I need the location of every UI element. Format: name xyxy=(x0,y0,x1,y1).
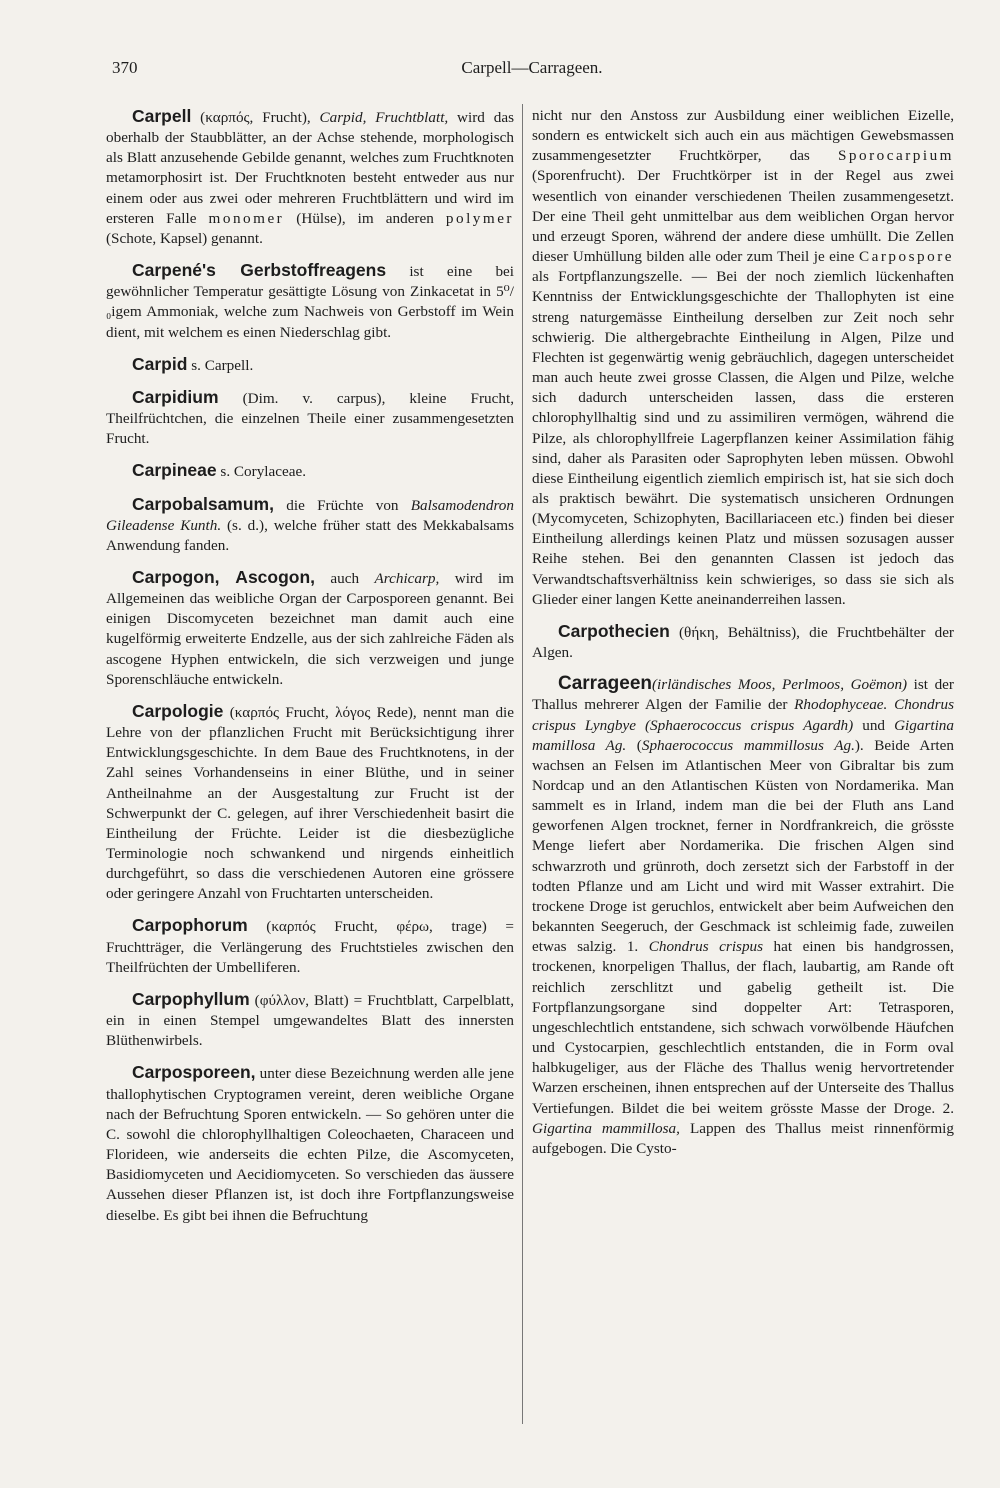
entry-headword: Carpologie xyxy=(132,700,224,721)
entry-gap xyxy=(106,556,514,567)
dictionary-entry xyxy=(106,260,514,343)
running-title: Carpell—Carrageen. xyxy=(461,58,603,77)
entry-text: (Schote, Kapsel) genannt. xyxy=(106,229,263,247)
entry-text: (καρπός Frucht, λόγος Rede), nennt man die Lehre von der pflanzlichen Frucht mit Berücksichtigung ihrer Entwicklungsgeschichte. In dem Baue des Fruchtknotens, in der Zahl seines Vorhandenseins in einer Blüthe, und in seiner Antheilnahme an der Ausgestaltung zur Frucht ist der Schwerpunkt der C. gelegen, auf ihrer Verschiedenheit basirt die Eintheilung der Früchte. Leider ist die diesbezügliche Terminologie noch schwankend und nirgends einheitlich durchgeführt, so dass die verschiedenen Autoren eine grössere oder geringere Anzahl von Fruchtarten unterscheiden. xyxy=(106,703,514,903)
entry-headword: Carpophorum xyxy=(132,915,248,936)
entry-gap xyxy=(106,1051,514,1062)
dictionary-entry xyxy=(106,494,514,556)
entry-text: s. Carpell. xyxy=(187,356,254,374)
dictionary-entry xyxy=(106,915,514,977)
left-column xyxy=(106,106,514,1226)
entry-gap xyxy=(106,690,514,701)
dictionary-entry xyxy=(106,701,514,905)
entry-headword: Carpothecien xyxy=(558,620,670,641)
page-number: 370 xyxy=(112,58,138,77)
dictionary-entry xyxy=(106,106,514,249)
dictionary-entry xyxy=(106,989,514,1051)
entry-text: (s. d.), welche früher statt des Mekkabalsams Anwendung fanden. xyxy=(106,516,514,554)
entry-text: auch xyxy=(315,569,375,587)
entry-gap xyxy=(106,376,514,387)
entry-gap xyxy=(106,449,514,460)
entry-text: als Fortpflanzungszelle. — Bei der noch ziemlich lückenhaften Kenntniss der Entwicklungsgeschichte der Thallophyten ist eine streng naturgemässe Eintheilung derselben zur Zeit noch sehr schwierig. Die althergebrachte Eintheilung in Algen, Pilze und Flechten ist gegenwärtig wenig gebräuchlich, dagegen unterscheidet man auch heute zwei grosse Classen, die Algen und Pilze, welche sich dadurch unterscheiden lassen, dass die ersteren chlorophyllhaltig sind und zu assimiliren vermögen, während die Pilze, als chlorophyllfreie Lagerpflanzen keiner Assimilation fähig sind, daher als Parasiten oder Saprophyten leben müssen. Obwohl diese Eintheilung eigentlich ziemlich empirisch ist, hat sie sich doch als praktisch bewährt. Die systematisch unsicheren Ordnungen (Mycomyceten, Schizophyten, Bacillariaceen etc.) finden bei dieser Eintheilung allerdings keinen Platz und müssen sozusagen ausser Reihe stehen. Bei den genannten Classen ist jedoch das Verwandtschaftsverhältniss kein schwieriges, so dass sie sich als Glieder einer langen Kette aneinanderreihen lassen. xyxy=(532,268,954,608)
entry-text: ( xyxy=(626,736,642,754)
entry-headword: Carpogon, Ascogon, xyxy=(132,566,316,587)
italic-text: Carpid, Fruchtblatt, xyxy=(319,109,449,126)
entry-headword: Carpineae xyxy=(132,460,217,481)
entry-headword: Carpidium xyxy=(132,386,219,407)
italic-text: Gigartina mammillosa, xyxy=(532,1119,680,1137)
italic-text: Balsamodendron Gileadense Kunth. xyxy=(106,496,514,534)
entry-text: Lappen des Thallus meist rinnenförmig aufgebogen. Die Cysto- xyxy=(532,1119,954,1157)
entry-gap xyxy=(106,343,514,354)
entry-headword: Carpophyllum xyxy=(132,988,250,1009)
entry-text: (Sporenfrucht). Der Fruchtkörper ist in der Regel aus zwei wesentlich von einander verschiedenen Theilen zusammengesetzt. Der eine Theil geht unmittelbar aus dem weiblichen Organ hervor und erzeugt Sporen, während der andere diese umhüllt. Die Zellen dieser Umhüllung bilden alle oder zum Theil je eine xyxy=(532,167,954,266)
entry-text: s. Corylaceae. xyxy=(216,463,307,481)
entry-headword: Carrageen xyxy=(558,673,652,695)
spaced-term: polymer xyxy=(445,209,514,227)
entry-text: (Dim. v. carpus), kleine Frucht, Theilfrüchtchen, die einzelnen Theile einer zusammengesetzten Frucht. xyxy=(106,389,514,448)
column-divider xyxy=(522,104,523,1424)
entry-text: (θήκη, Behältniss), die Fruchtbehälter der Algen. xyxy=(532,623,954,662)
right-column xyxy=(532,106,954,1159)
dictionary-entry xyxy=(532,106,954,610)
entry-headword: Carpell xyxy=(132,106,192,126)
entry-text: nicht nur den Anstoss zur Ausbildung einer weiblichen Eizelle, sondern es entwickelt sich auch ein aus mächtigen Gewebsmassen zusammengesetzter Fruchtkörper, das xyxy=(532,107,954,165)
dictionary-entry xyxy=(106,567,514,690)
page-header xyxy=(112,58,952,84)
italic-text: Chondrus crispus xyxy=(648,938,764,956)
dictionary-entry xyxy=(532,621,954,663)
entry-text: unter diese Bezeichnung werden alle jene thallophytischen Cryptogramen vereint, deren weibliche Organe nach der Befruchtung Sporen entwickeln. — So gehören unter die C. sowohl die chlorophyllhaltigen Coleochaeten, Characeen und Florideen, wie anderseits die echten Pilze, die Ascomyceten, Basidiomyceten und Aecidiomyceten. So verschieden das äussere Aussehen dieser Pflanzen ist, ist doch ihre Fortpflanzungsweise dieselbe. Es gibt bei ihnen die Befruchtung xyxy=(106,1065,514,1224)
entry-text: (φύλλον, Blatt) = Fruchtblatt, Carpelblatt, ein in einen Stempel umgewandeltes Blatt des innersten Blüthenwirbels. xyxy=(106,991,514,1050)
entry-gap xyxy=(106,904,514,915)
italic-text: Archicarp, xyxy=(374,569,440,587)
spaced-term: Sporocarpium xyxy=(837,147,954,165)
italic-text: Gigartina mamillosa Ag. xyxy=(532,716,954,754)
entry-text: (καρπός, Frucht), xyxy=(191,109,320,126)
entry-headword: Carpobalsamum, xyxy=(132,493,274,514)
entry-gap xyxy=(106,483,514,494)
dictionary-entry xyxy=(532,674,954,1159)
spaced-term: monomer xyxy=(208,209,285,227)
dictionary-entry xyxy=(106,1062,514,1225)
dictionary-entry xyxy=(106,387,514,449)
dictionary-entry xyxy=(106,460,514,482)
entry-text: hat einen bis handgrossen, trockenen, knorpeligen Thallus, der flach, laubartig, am Rande oft reichlich zerschlitzt und gabelig getheilt ist. Die Fortpflanzungsorgane sind doppelter Art: Tetrasporen, ungeschlechtlich entstandene, sich schwach vorwölbende Häufchen und Cystocarpien, geschlechtlich entstanden, die in Form oval halbkugeliger, aus der Fläche des Thallus wenig hervortretender Warzen erscheinen, ihnen entsprechen auf der Unterseite des Thallus Vertiefungen. Bildet die bei weitem grösste Masse der Droge. 2. xyxy=(532,938,954,1117)
dictionary-entry xyxy=(106,354,514,376)
italic-text: Sphaerococcus mammillosus Ag. xyxy=(641,736,855,754)
entry-text: ist der Thallus mehrerer Algen der Familie der xyxy=(532,676,954,714)
italic-text: (irländisches Moos, Perlmoos, Goëmon) xyxy=(652,676,908,694)
entry-text: wird das oberhalb der Staubblätter, an der Achse stehende, morphologisch als Blatt anzusehende Gebilde genannt, welches zum Fruchtknoten metamorphosirt ist. Der Fruchtknoten besteht entweder aus nur einem oder aus zwei oder mehreren Fruchtblättern und wird im ersteren Falle xyxy=(106,109,514,227)
entry-text: wird im Allgemeinen das weibliche Organ der Carposporeen genannt. Bei einigen Discomyceten bezeichnet man damit auch eine kugelförmig erweiterte Endzelle, aus der sich zahlreiche Fäden als ascogene Hyphen entwickeln, die sich verzweigen und junge Sporenschläuche entwickeln. xyxy=(106,569,514,688)
spaced-term: Carpospore xyxy=(858,248,954,266)
entry-text: ist eine bei gewöhnlicher Temperatur gesättigte Lösung von Zinkacetat in 5⁰/₀igem Ammoniak, welche zum Nachweis von Gerbstoff im Wein dient, mit welchem es einen Niederschlag gibt. xyxy=(106,263,514,341)
italic-text: Rhodophyceae. Chondrus crispus Lyngbye (Sphaerococcus crispus Agardh) xyxy=(532,696,954,734)
entry-headword: Carpid xyxy=(132,353,188,374)
entry-text: (Hülse), im anderen xyxy=(284,209,446,227)
entry-headword: Carposporeen, xyxy=(132,1062,256,1083)
entry-headword: Carpené's Gerbstoffreagens xyxy=(132,260,387,281)
entry-text: und xyxy=(853,716,895,734)
entry-text: die Früchte von xyxy=(273,496,411,514)
entry-text: (καρπός Frucht, φέρω, trage) = Fruchtträger, die Verlängerung des Fruchtstieles zwischen den Theilfrüchten der Umbelliferen. xyxy=(106,918,514,976)
entry-text: ). Beide Arten wachsen an Felsen im Atlantischen Meer von Gibraltar bis zum Nordcap und an den Atlantischen Küsten von Nordamerika. Man sammelt es in Irland, indem man die bei der Fluth ans Land geworfenen Algen trocknet, ferner in Nordfrankreich, die grösste Menge liefert aber Nordamerika. Die frischen Algen sind schwarzroth und grünroth, doch zersetzt sich der Farbstoff in der todten Pflanze und am Licht und wird mit Wasser extrahirt. Die trockene Droge ist geruchlos, entwickelt aber beim Aufweichen den bekannten Seegeruch, der Geschmack ist schleimig fade, zuweilen etwas salzig. 1. xyxy=(532,736,954,956)
entry-gap xyxy=(106,978,514,989)
entry-gap xyxy=(532,610,954,621)
entry-gap xyxy=(106,249,514,260)
